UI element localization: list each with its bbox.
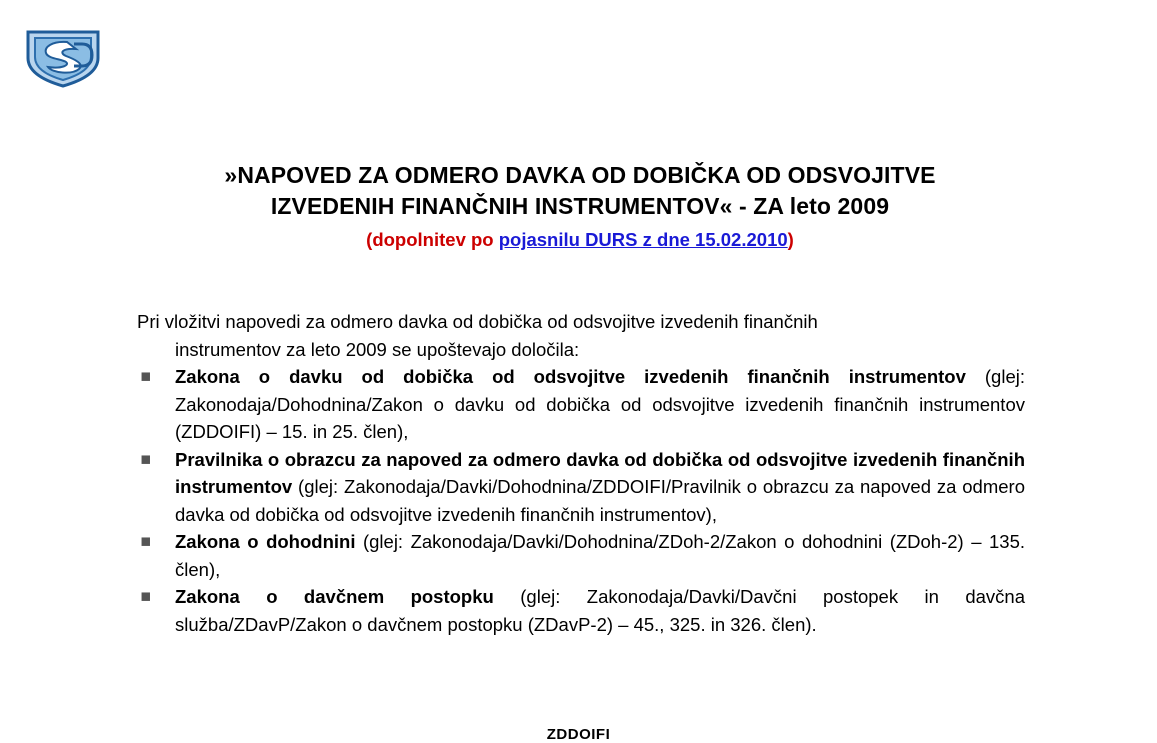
list-item-bold: Zakona o davčnem postopku (175, 586, 494, 607)
intro-line-1: Pri vložitvi napovedi za odmero davka od dobička od odsvojitve izvedenih finančnih (137, 311, 818, 332)
bullet-icon: ▪ (140, 531, 152, 551)
title-line-1: »NAPOVED ZA ODMERO DAVKA OD DOBIČKA OD ODSVOJITVE (224, 162, 936, 188)
list-item-bold: Pravilnika o obrazcu za napoved za odmero davka od dobička od odsvojitve izvedenih finančnih instrumentov (175, 448, 1025, 497)
intro-paragraph (137, 308, 1025, 363)
list-item-rest: (glej: Zakonodaja/Davki/Davčni postopek in davčna služba/ZDavP/Zakon o davčnem postopku (ZDavP-2) – 45., 325. in 326. člen). (175, 586, 1025, 635)
bullet-icon: ▪ (140, 366, 152, 386)
list-item-rest: (glej: Zakonodaja/Davki/Dohodnina/ZDoh-2/Zakon o dohodnini (ZDoh-2) – 135. člen), (175, 531, 1026, 580)
bullet-icon: ▪ (140, 448, 152, 469)
title-line-2: IZVEDENIH FINANČNIH INSTRUMENTOV« - ZA leto 2009 (270, 193, 890, 219)
list-item (137, 528, 1025, 583)
durs-clarification-link[interactable]: pojasnilu DURS z dne 15.02.2010 (498, 229, 788, 250)
shield-logo-icon (22, 28, 104, 90)
bullet-icon: ▪ (140, 586, 152, 606)
list-item (137, 446, 1025, 529)
list-item (137, 363, 1025, 446)
page-title (150, 160, 1010, 252)
list-item-rest: (glej: Zakonodaja/Davki/Dohodnina/ZDDOIFI/Pravilnik o obrazcu za napoved za odmero davka od dobička od odsvojitve izvedenih finančnih instrumentov), (175, 476, 1025, 525)
legal-basis-list (137, 363, 1025, 638)
subtitle-suffix: ) (787, 229, 794, 250)
intro-line-2: instrumentov za leto 2009 se upoštevajo določila: (175, 338, 580, 360)
footer-label: ZDDOIFI (546, 726, 611, 743)
list-item-bold: Zakona o dohodnini (175, 531, 356, 552)
body-content (137, 308, 1025, 638)
subtitle-prefix: (dopolnitev po (366, 229, 499, 250)
list-item (137, 583, 1025, 638)
subtitle (150, 228, 1010, 252)
list-item-rest: (glej: Zakonodaja/Dohodnina/Zakon o davku od dobička od odsvojitve izvedenih finančnih instrumentov (ZDDOIFI) – 15. in 25. člen), (175, 366, 1025, 442)
list-item-bold: Zakona o davku od dobička od odsvojitve izvedenih finančnih instrumentov (175, 366, 966, 387)
